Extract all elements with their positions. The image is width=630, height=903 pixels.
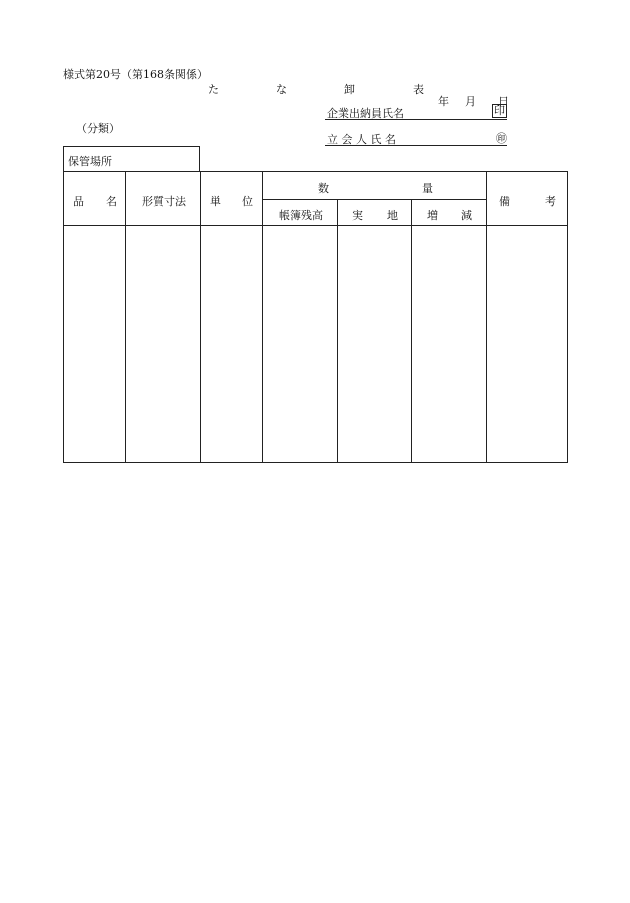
title-char: 表 (413, 83, 424, 96)
header-unit: 単 (210, 195, 221, 208)
header-quantity: 量 (422, 182, 433, 195)
classification-label: （分類） (76, 122, 120, 135)
actual-cell[interactable] (338, 226, 411, 462)
storage-location-field[interactable] (63, 146, 200, 171)
title-char: な (276, 83, 287, 96)
inventory-table (63, 171, 568, 463)
seal-mark: ㊞ (496, 132, 507, 145)
treasurer-label: 企業出納員氏名 (327, 107, 404, 120)
header-change: 減 (461, 209, 472, 222)
witness-label: 立 会 人 氏 名 (327, 133, 396, 146)
header-change: 増 (427, 209, 438, 222)
header-actual: 実 (352, 209, 363, 222)
remarks-cell[interactable] (487, 226, 567, 462)
header-item-name: 名 (106, 195, 117, 208)
header-remarks: 備 (499, 195, 510, 208)
spec-cell[interactable] (126, 226, 200, 462)
header-unit: 位 (242, 195, 253, 208)
date-month: 月 (465, 95, 476, 108)
seal-mark: 印 (494, 104, 505, 117)
change-cell[interactable] (412, 226, 486, 462)
header-book-balance: 帳簿残高 (279, 209, 323, 222)
form-number: 様式第20号（第168条関係） (63, 68, 208, 81)
title-char: 卸 (344, 83, 355, 96)
header-item-name: 品 (73, 195, 84, 208)
date-day: 日 (498, 95, 509, 108)
treasurer-signature-line[interactable] (325, 105, 507, 120)
witness-signature-line[interactable] (325, 131, 507, 146)
unit-cell[interactable] (201, 226, 262, 462)
header-spec: 形質寸法 (142, 195, 186, 208)
header-quantity: 数 (318, 182, 329, 195)
header-actual: 地 (387, 209, 398, 222)
book-balance-cell[interactable] (263, 226, 337, 462)
header-remarks: 考 (545, 195, 556, 208)
quantity-subheader-line (262, 199, 486, 200)
title-char: た (208, 83, 219, 96)
date-year: 年 (438, 95, 449, 108)
storage-location-label: 保管場所 (68, 155, 112, 168)
item-name-cell[interactable] (64, 226, 125, 462)
